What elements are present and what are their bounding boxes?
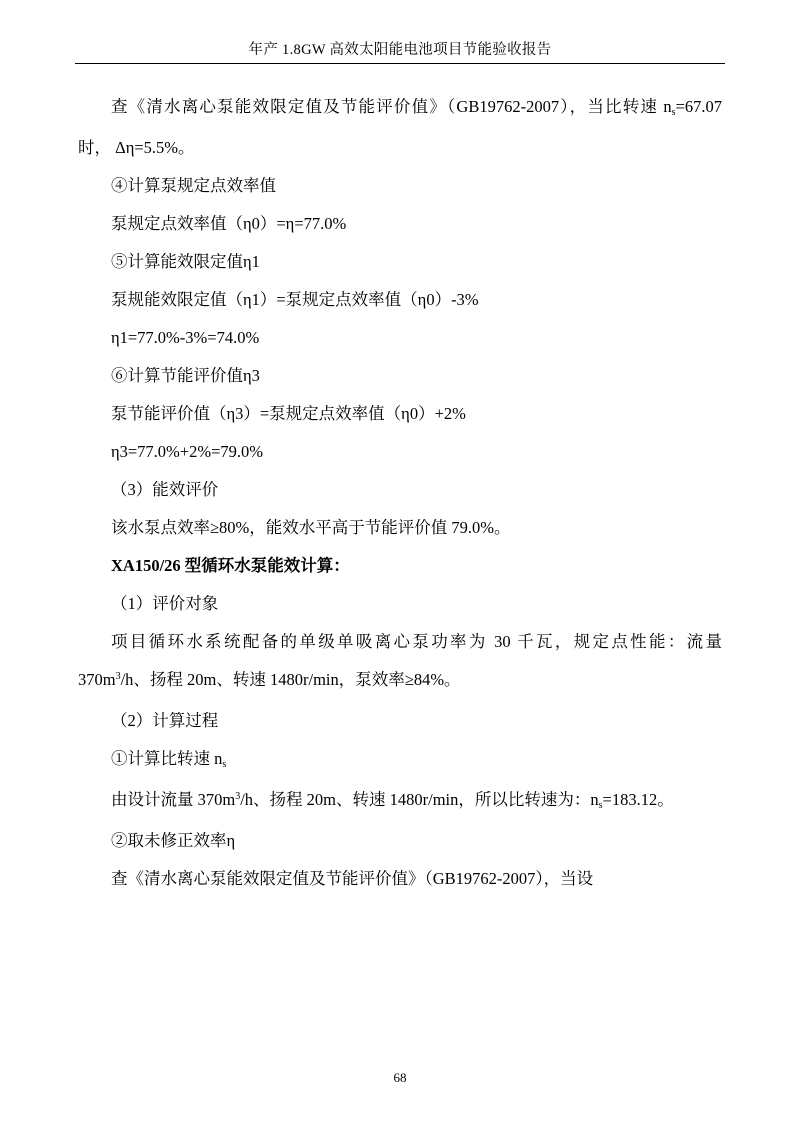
paragraph-1 <box>78 88 722 167</box>
paragraph-13: （1）评价对象 <box>111 594 219 613</box>
paragraph-17-text-b: /h、扬程 20m、转速 1480r/min，所以比转速为：n <box>240 790 599 809</box>
paragraph-16-text-a: ①计算比转速 n <box>111 749 223 768</box>
paragraph-10: （3）能效评价 <box>111 480 219 499</box>
page-content <box>78 88 722 898</box>
paragraph-14 <box>78 623 722 702</box>
paragraph-6: η1=77.0%-3%=74.0% <box>111 328 260 347</box>
paragraph-8: 泵节能评价值（η3）=泵规定点效率值（η0）+2% <box>111 404 466 423</box>
paragraph-14-text-a: 项目循环水系统配备的单级单吸离心泵功率为 30 千瓦，规定点性能：流量 370m <box>78 632 722 689</box>
paragraph-18: ②取未修正效率η <box>111 831 236 850</box>
paragraph-2: ④计算泵规定点效率值 <box>111 176 276 195</box>
section-heading-xa150: XA150/26 型循环水泵能效计算： <box>111 556 350 575</box>
paragraph-17-subscript: s <box>598 800 603 811</box>
paragraph-5: 泵规能效限定值（η1）=泵规定点效率值（η0）-3% <box>111 290 479 309</box>
paragraph-17-text-a: 由设计流量 370m <box>111 790 236 809</box>
paragraph-17 <box>78 781 722 822</box>
paragraph-1-text-b: =67.07 时， Δη=5.5%。 <box>78 97 722 157</box>
paragraph-4: ⑤计算能效限定值η1 <box>111 252 260 271</box>
paragraph-9: η3=77.0%+2%=79.0% <box>111 442 264 461</box>
paragraph-14-superscript: 3 <box>115 671 121 682</box>
page-number: 68 <box>393 1070 407 1085</box>
page-header: 年产 1.8GW 高效太阳能电池项目节能验收报告 <box>248 42 552 58</box>
header-divider <box>75 63 725 64</box>
paragraph-17-text-c: =183.12。 <box>602 790 674 809</box>
paragraph-15: （2）计算过程 <box>111 711 219 730</box>
paragraph-11: 该水泵点效率≥80%，能效水平高于节能评价值 79.0%。 <box>111 518 511 537</box>
paragraph-1-text-a: 查《清水离心泵能效限定值及节能评价值》（GB19762-2007），当比转速 n <box>111 97 672 116</box>
paragraph-1-subscript: s <box>671 107 676 118</box>
paragraph-16-subscript: s <box>222 759 227 770</box>
paragraph-19: 查《清水离心泵能效限定值及节能评价值》（GB19762-2007），当设 <box>111 869 594 888</box>
paragraph-14-text-b: /h、扬程 20m、转速 1480r/min，泵效率≥84%。 <box>120 670 461 689</box>
paragraph-17-superscript: 3 <box>235 791 241 802</box>
paragraph-3: 泵规定点效率值（η0）=η=77.0% <box>111 214 347 233</box>
paragraph-16 <box>78 740 722 781</box>
paragraph-7: ⑥计算节能评价值η3 <box>111 366 260 385</box>
